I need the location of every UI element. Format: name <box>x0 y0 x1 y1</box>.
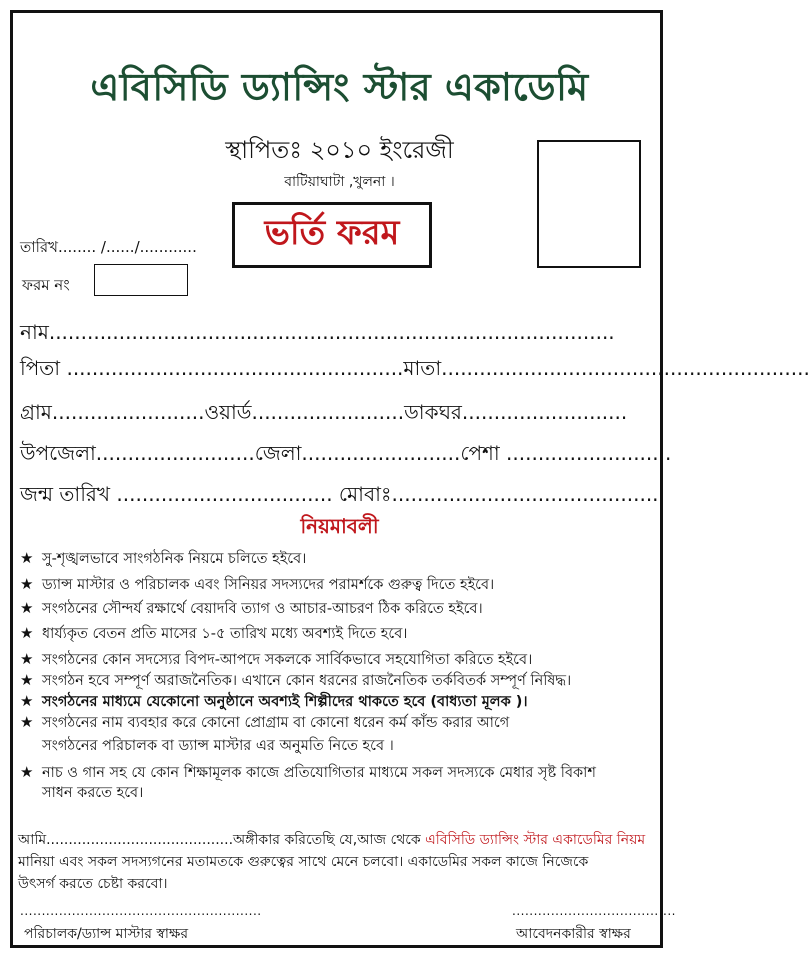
rule-item: ★ নাচ ও গান সহ যে কোন শিক্ষামূলক কাজে প্রতিযোগিতার মাধ্যমে সকল সদস্যকে মেধার সৃষ্ট বিকাশ <box>20 763 596 781</box>
location: বাটিয়াঘাটা ,খুলনা । <box>284 174 395 190</box>
star-icon: ★ <box>20 763 34 781</box>
established-year: স্থাপিতঃ ২০১০ ইংরেজী <box>225 136 454 164</box>
rule-item: ★ সংগঠন হবে সম্পূর্ণ অরাজনৈতিক। এখানে কোন ধরনের রাজনৈতিক তর্কবিতর্ক সম্পূর্ণ নিষিদ্ধ। <box>20 671 572 689</box>
academy-title: এবিসিডি ড্যান্সিং স্টার একাডেমি <box>90 65 589 109</box>
star-icon: ★ <box>20 549 34 567</box>
admission-form-badge <box>232 202 432 268</box>
star-icon: ★ <box>20 575 34 593</box>
name-field[interactable]: নাম......................................................................................... <box>20 320 615 344</box>
declaration-line-1: আমি..........................................অঙ্গীকার করিতেছি যে,আজ থেকে এবিসিডি ড্যান্সিং স্টার একাডেমির নিয়ম <box>18 832 646 848</box>
declaration-academy-rules: এবিসিডি ড্যান্সিং স্টার একাডেমির নিয়ম <box>425 832 646 848</box>
rule-item: ★ সংগঠনের মাধ্যমে যেকোনো অনুষ্ঠানে অবশ্যই শিল্পীদের থাকতে হবে (বাধ্যতা মূলক )। <box>20 692 528 710</box>
rules-title: নিয়মাবলী <box>300 514 379 538</box>
director-signature-label: পরিচালক/ড্যান্স মাস্টার স্বাক্ষর <box>24 926 189 942</box>
star-icon: ★ <box>20 650 34 668</box>
applicant-signature-label: আবেদনকারীর স্বাক্ষর <box>516 926 631 942</box>
rule-item: ★ সংগঠনের কোন সদস্যের বিপদ-আপদে সকলকে সার্বিকভাবে সহযোগিতা করিতে হইবে। <box>20 650 533 668</box>
admission-form-label: ভর্তি ফরম <box>264 212 400 253</box>
star-icon: ★ <box>20 671 34 689</box>
declaration-line-3: উৎসর্গ করতে চেষ্টা করবো। <box>18 876 168 892</box>
form-number-label: ফরম নং <box>22 276 70 294</box>
address-field[interactable]: গ্রাম........................ওয়ার্ড........................ডাকঘর.......................... <box>20 400 628 424</box>
rule-item: ★ সংগঠনের নাম ব্যবহার করে কোনো প্রোগ্রাম বা কোনো ধরেন কর্ম কাঁন্ড করার আগে <box>20 713 510 731</box>
star-icon: ★ <box>20 624 34 642</box>
rule-item: ★ ড্যান্স মাস্টার ও পরিচালক এবং সিনিয়র সদস্যদের পরামর্শকে গুরুত্ব দিতে হইবে। <box>20 575 495 593</box>
photo-box <box>537 140 641 268</box>
declaration-line-2: মানিয়া এবং সকল সদস্যগনের মতামতকে গুরুত্বের সাথে মেনে চলবো। একাডেমির সকল কাজে নিজেকে <box>18 854 589 870</box>
district-field[interactable]: উপজেলা.........................জেলা.........................পেশা .......................... <box>20 441 672 465</box>
rule-item: ★ সংগঠনের সৌন্দর্য রক্ষার্থে বেয়াদবি ত্যাগ ও আচার-আচরণ ঠিক করিতে হইবে। <box>20 599 483 617</box>
rule-item: ★ ধার্য্যকৃত বেতন প্রতি মাসের ১-৫ তারিখ মধ্যে অবশ্যই দিতে হবে। <box>20 624 408 642</box>
applicant-signature-line[interactable]: ...................................... <box>512 904 676 918</box>
star-icon: ★ <box>20 713 34 731</box>
parents-field[interactable]: পিতা .....................................................মাতা.......................................................... <box>20 356 810 380</box>
date-field[interactable]: তারিখ........ /....../............ <box>20 238 197 256</box>
rule-item: ★ সু-শৃঙ্খলভাবে সাংগঠনিক নিয়মে চলিতে হইবে। <box>20 549 307 567</box>
dob-mobile-field[interactable]: জন্ম তারিখ .................................. মোবাঃ.......................................... <box>20 482 659 506</box>
star-icon: ★ <box>20 599 34 617</box>
rule-item-continued: সাধন করতে হবে। <box>42 785 144 801</box>
rule-item-continued: সংগঠনের পরিচালক বা ড্যান্স মাস্টার এর অনুমতি নিতে হবে । <box>42 738 394 754</box>
director-signature-line[interactable]: ........................................................ <box>20 904 262 918</box>
star-icon: ★ <box>20 692 34 710</box>
form-number-box[interactable] <box>94 264 188 296</box>
